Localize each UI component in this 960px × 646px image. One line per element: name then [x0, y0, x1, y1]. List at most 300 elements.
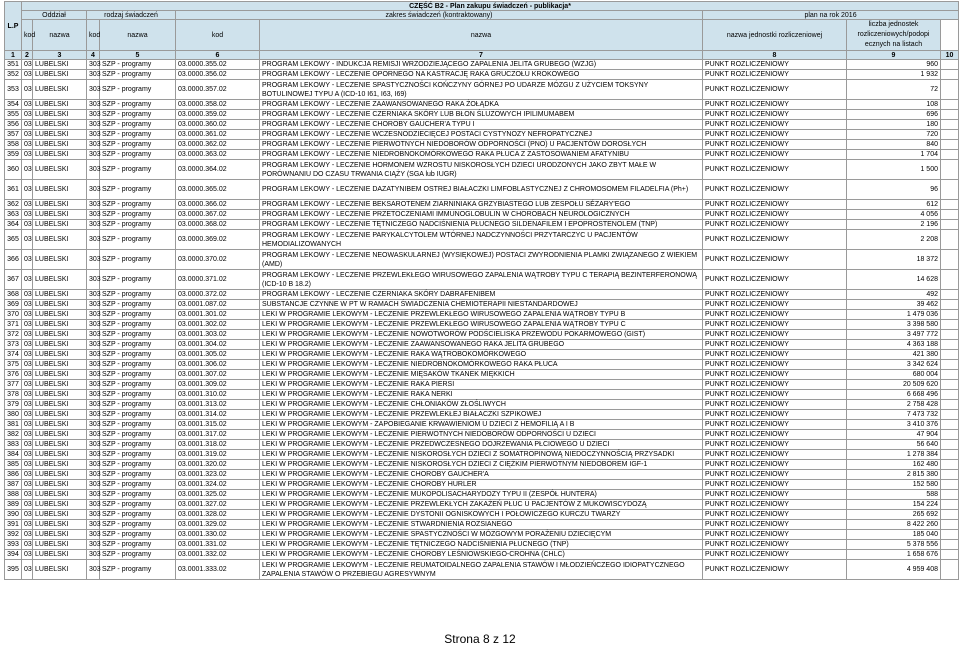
row-quantity: 108: [847, 100, 941, 110]
row-lp: 382: [5, 430, 22, 440]
row-oddzial-name: LUBELSKI: [33, 310, 87, 320]
row-quantity: 4 056: [847, 210, 941, 220]
row-quantity: 1 479 036: [847, 310, 941, 320]
row-quantity: 20 509 620: [847, 380, 941, 390]
row-rodzaj-code: 303: [87, 300, 100, 310]
row-uwagi: [941, 180, 959, 200]
row-oddzial-code: 03: [22, 100, 33, 110]
row-rodzaj-name: SZP - programy: [100, 290, 176, 300]
row-oddzial-code: 03: [22, 530, 33, 540]
row-zakres-name: PROGRAM LEKOWY - LECZENIE TĘTNICZEGO NADCIŚNIENIA PŁUCNEGO SILDENAFILEM I EPOPROSTENOLEM (TNP): [260, 220, 703, 230]
row-unit: PUNKT ROZLICZENIOWY: [703, 560, 847, 580]
row-zakres-name: LEKI W PROGRAMIE LEKOWYM - LECZENIE STWARDNIENIA ROZSIANEGO: [260, 520, 703, 530]
row-oddzial-name: LUBELSKI: [33, 370, 87, 380]
row-rodzaj-name: SZP - programy: [100, 430, 176, 440]
row-oddzial-code: 03: [22, 130, 33, 140]
row-rodzaj-name: SZP - programy: [100, 480, 176, 490]
table-row: [5, 200, 959, 210]
row-rodzaj-code: 303: [87, 480, 100, 490]
row-zakres-code: 03.0001.324.02: [176, 480, 260, 490]
row-rodzaj-code: 303: [87, 130, 100, 140]
row-uwagi: [941, 350, 959, 360]
row-oddzial-code: 03: [22, 550, 33, 560]
table-row: [5, 560, 959, 580]
row-rodzaj-code: 303: [87, 230, 100, 250]
row-quantity: 4 363 188: [847, 340, 941, 350]
row-quantity: 14 628: [847, 270, 941, 290]
plan-header: plan na rok 2016: [703, 11, 959, 20]
row-oddzial-code: 03: [22, 290, 33, 300]
row-oddzial-code: 03: [22, 450, 33, 460]
row-zakres-name: LEKI W PROGRAMIE LEKOWYM - LECZENIE CHOROBY GAUCHER'A: [260, 470, 703, 480]
table-row: [5, 300, 959, 310]
row-zakres-code: 03.0001.325.02: [176, 490, 260, 500]
row-lp: 371: [5, 320, 22, 330]
row-lp: 368: [5, 290, 22, 300]
row-rodzaj-name: SZP - programy: [100, 250, 176, 270]
table-row: [5, 270, 959, 290]
row-zakres-name: LEKI W PROGRAMIE LEKOWYM - LECZENIE MIĘSAKÓW TKANEK MIĘKKICH: [260, 370, 703, 380]
row-zakres-name: LEKI W PROGRAMIE LEKOWYM - LECZENIE RAKA PIERSI: [260, 380, 703, 390]
row-unit: PUNKT ROZLICZENIOWY: [703, 510, 847, 520]
row-oddzial-name: LUBELSKI: [33, 360, 87, 370]
liczba-header: [847, 20, 941, 51]
row-lp: 386: [5, 470, 22, 480]
row-oddzial-code: 03: [22, 120, 33, 130]
row-oddzial-code: 03: [22, 160, 33, 180]
row-zakres-code: 03.0000.358.02: [176, 100, 260, 110]
row-lp: 376: [5, 370, 22, 380]
row-rodzaj-name: SZP - programy: [100, 500, 176, 510]
table-row: [5, 460, 959, 470]
row-rodzaj-name: SZP - programy: [100, 210, 176, 220]
row-rodzaj-code: 303: [87, 500, 100, 510]
table-row: [5, 70, 959, 80]
row-lp: 384: [5, 450, 22, 460]
row-zakres-code: 03.0001.313.02: [176, 400, 260, 410]
row-unit: PUNKT ROZLICZENIOWY: [703, 250, 847, 270]
row-oddzial-name: LUBELSKI: [33, 400, 87, 410]
row-rodzaj-code: 303: [87, 550, 100, 560]
row-quantity: 3 398 580: [847, 320, 941, 330]
row-zakres-name: PROGRAM LEKOWY - LECZENIE NEOWASKULARNEJ (WYSIĘKOWEJ) POSTACI ZWYRODNIENIA PLAMKI ZWIĄZANEGO Z WIEKIEM (AMD): [260, 250, 703, 270]
row-oddzial-code: 03: [22, 380, 33, 390]
row-lp: 356: [5, 120, 22, 130]
row-lp: 395: [5, 560, 22, 580]
row-zakres-name: PROGRAM LEKOWY - LECZENIE DAZATYNIBEM OSTREJ BIAŁACZKI LIMFOBLASTYCZNEJ Z CHROMOSOMEM FILADELFIA (Ph+): [260, 180, 703, 200]
kod-header-2: kod: [87, 20, 100, 51]
row-zakres-code: 03.0000.370.02: [176, 250, 260, 270]
row-zakres-code: 03.0000.366.02: [176, 200, 260, 210]
row-lp: 373: [5, 340, 22, 350]
table-row: [5, 320, 959, 330]
row-lp: 352: [5, 70, 22, 80]
row-oddzial-code: 03: [22, 320, 33, 330]
row-quantity: 720: [847, 130, 941, 140]
row-rodzaj-code: 303: [87, 430, 100, 440]
row-oddzial-code: 03: [22, 520, 33, 530]
row-oddzial-code: 03: [22, 510, 33, 520]
row-rodzaj-name: SZP - programy: [100, 450, 176, 460]
row-rodzaj-name: SZP - programy: [100, 310, 176, 320]
table-row: [5, 490, 959, 500]
row-quantity: 72: [847, 80, 941, 100]
row-rodzaj-code: 303: [87, 270, 100, 290]
row-zakres-code: 03.0000.365.02: [176, 180, 260, 200]
row-rodzaj-code: 303: [87, 100, 100, 110]
row-rodzaj-name: SZP - programy: [100, 130, 176, 140]
row-zakres-name: LEKI W PROGRAMIE LEKOWYM - LECZENIE RAKA WĄTROBOKOMÓRKOWEGO: [260, 350, 703, 360]
row-rodzaj-name: SZP - programy: [100, 470, 176, 480]
row-uwagi: [941, 360, 959, 370]
row-oddzial-name: LUBELSKI: [33, 510, 87, 520]
row-zakres-name: LEKI W PROGRAMIE LEKOWYM - LECZENIE RAKA NERKI: [260, 390, 703, 400]
row-uwagi: [941, 230, 959, 250]
row-zakres-code: 03.0001.327.02: [176, 500, 260, 510]
row-oddzial-name: LUBELSKI: [33, 160, 87, 180]
jednostki-header: nazwa jednostki rozliczeniowej: [703, 20, 847, 51]
row-oddzial-code: 03: [22, 300, 33, 310]
row-zakres-name: LEKI W PROGRAMIE LEKOWYM - LECZENIE PRZEWLEKŁEGO WIRUSOWEGO ZAPALENIA WĄTROBY TYPU C: [260, 320, 703, 330]
row-lp: 362: [5, 200, 22, 210]
row-rodzaj-code: 303: [87, 380, 100, 390]
row-zakres-name: PROGRAM LEKOWY - LECZENIE ZAAWANSOWANEGO RAKA ŻOŁĄDKA: [260, 100, 703, 110]
row-uwagi: [941, 420, 959, 430]
row-quantity: 7 473 732: [847, 410, 941, 420]
row-quantity: 1 932: [847, 70, 941, 80]
table-row: [5, 400, 959, 410]
row-unit: PUNKT ROZLICZENIOWY: [703, 310, 847, 320]
row-oddzial-name: LUBELSKI: [33, 490, 87, 500]
table-row: [5, 450, 959, 460]
row-uwagi: [941, 60, 959, 70]
row-lp: 381: [5, 420, 22, 430]
row-uwagi: [941, 210, 959, 220]
table-row: [5, 110, 959, 120]
row-quantity: 680 004: [847, 370, 941, 380]
row-rodzaj-code: 303: [87, 470, 100, 480]
row-oddzial-name: LUBELSKI: [33, 550, 87, 560]
row-oddzial-code: 03: [22, 440, 33, 450]
row-quantity: 696: [847, 110, 941, 120]
row-oddzial-code: 03: [22, 80, 33, 100]
row-oddzial-code: 03: [22, 410, 33, 420]
row-rodzaj-name: SZP - programy: [100, 440, 176, 450]
table-row: [5, 520, 959, 530]
row-zakres-code: 03.0001.332.02: [176, 550, 260, 560]
row-uwagi: [941, 80, 959, 100]
row-rodzaj-name: SZP - programy: [100, 120, 176, 130]
row-lp: 394: [5, 550, 22, 560]
row-uwagi: [941, 70, 959, 80]
row-rodzaj-code: 303: [87, 360, 100, 370]
row-oddzial-code: 03: [22, 460, 33, 470]
row-zakres-name: PROGRAM LEKOWY - LECZENIE BEKSAROTENEM ZIARNINIAKA GRZYBIASTEGO LUB ZESPOŁU SÉZARY'EGO: [260, 200, 703, 210]
row-rodzaj-code: 303: [87, 390, 100, 400]
row-rodzaj-code: 303: [87, 160, 100, 180]
row-zakres-code: 03.0000.361.02: [176, 130, 260, 140]
row-oddzial-name: LUBELSKI: [33, 220, 87, 230]
row-rodzaj-name: SZP - programy: [100, 460, 176, 470]
table-row: [5, 420, 959, 430]
row-quantity: 180: [847, 120, 941, 130]
row-uwagi: [941, 370, 959, 380]
table-row: [5, 350, 959, 360]
row-unit: PUNKT ROZLICZENIOWY: [703, 360, 847, 370]
row-zakres-code: 03.0001.301.02: [176, 310, 260, 320]
row-zakres-code: 03.0000.357.02: [176, 80, 260, 100]
row-rodzaj-code: 303: [87, 330, 100, 340]
table-row: [5, 480, 959, 490]
row-zakres-name: PROGRAM LEKOWY - LECZENIE CHOROBY GAUCHER'A TYPU I: [260, 120, 703, 130]
row-zakres-name: LEKI W PROGRAMIE LEKOWYM - ZAPOBIEGANIE KRWAWIENIOM U DZIECI Z HEMOFILIĄ A I B: [260, 420, 703, 430]
row-lp: 388: [5, 490, 22, 500]
row-uwagi: [941, 500, 959, 510]
row-quantity: 588: [847, 490, 941, 500]
row-oddzial-code: 03: [22, 560, 33, 580]
row-zakres-name: LEKI W PROGRAMIE LEKOWYM - LECZENIE NIEDROBNOKOMÓRKOWEGO RAKA PŁUCA: [260, 360, 703, 370]
row-zakres-name: LEKI W PROGRAMIE LEKOWYM - LECZENIE NISKOROSŁYCH DZIECI Z CIĘŻKIM PIERWOTNYM NIEDOBOREM IGF-1: [260, 460, 703, 470]
row-oddzial-code: 03: [22, 390, 33, 400]
row-zakres-code: 03.0001.303.02: [176, 330, 260, 340]
row-rodzaj-name: SZP - programy: [100, 110, 176, 120]
row-unit: PUNKT ROZLICZENIOWY: [703, 490, 847, 500]
row-zakres-name: PROGRAM LEKOWY - LECZENIE OPORNEGO NA KASTRACJĘ RAKA GRUCZOŁU KROKOWEGO: [260, 70, 703, 80]
row-quantity: 421 380: [847, 350, 941, 360]
row-rodzaj-code: 303: [87, 290, 100, 300]
row-uwagi: [941, 470, 959, 480]
row-zakres-code: 03.0000.359.02: [176, 110, 260, 120]
row-zakres-name: LEKI W PROGRAMIE LEKOWYM - LECZENIE REUMATOIDALNEGO ZAPALENIA STAWÓW I MŁODZIEŃCZEGO IDIOPATYCZNEGO ZAPALENIA STAWÓW O PRZEBIEGU AGRESYWNYM: [260, 560, 703, 580]
row-oddzial-name: LUBELSKI: [33, 520, 87, 530]
row-unit: PUNKT ROZLICZENIOWY: [703, 270, 847, 290]
row-rodzaj-code: 303: [87, 140, 100, 150]
row-lp: 385: [5, 460, 22, 470]
row-uwagi: [941, 450, 959, 460]
row-zakres-code: 03.0000.363.02: [176, 150, 260, 160]
row-lp: 354: [5, 100, 22, 110]
row-rodzaj-code: 303: [87, 250, 100, 270]
row-uwagi: [941, 540, 959, 550]
table-row: [5, 410, 959, 420]
row-rodzaj-code: 303: [87, 490, 100, 500]
row-lp: 387: [5, 480, 22, 490]
row-quantity: 2 208: [847, 230, 941, 250]
row-quantity: 154 224: [847, 500, 941, 510]
row-lp: 369: [5, 300, 22, 310]
row-oddzial-name: LUBELSKI: [33, 100, 87, 110]
row-lp: 370: [5, 310, 22, 320]
row-uwagi: [941, 340, 959, 350]
table-row: [5, 390, 959, 400]
row-uwagi: [941, 130, 959, 140]
row-oddzial-name: LUBELSKI: [33, 120, 87, 130]
row-oddzial-code: 03: [22, 430, 33, 440]
row-rodzaj-code: 303: [87, 310, 100, 320]
row-quantity: 185 040: [847, 530, 941, 540]
row-quantity: 47 904: [847, 430, 941, 440]
row-uwagi: [941, 490, 959, 500]
row-rodzaj-code: 303: [87, 350, 100, 360]
row-oddzial-code: 03: [22, 200, 33, 210]
page-footer: Strona 8 z 12: [444, 632, 516, 646]
row-oddzial-name: LUBELSKI: [33, 420, 87, 430]
row-zakres-code: 03.0001.323.02: [176, 470, 260, 480]
row-unit: PUNKT ROZLICZENIOWY: [703, 130, 847, 140]
liczba-header-line-3: ecznych na listach: [864, 41, 923, 48]
row-oddzial-name: LUBELSKI: [33, 210, 87, 220]
row-unit: PUNKT ROZLICZENIOWY: [703, 100, 847, 110]
row-rodzaj-code: 303: [87, 120, 100, 130]
table-row: [5, 130, 959, 140]
colnum-10: 10: [941, 51, 959, 60]
row-rodzaj-name: SZP - programy: [100, 200, 176, 210]
row-unit: PUNKT ROZLICZENIOWY: [703, 150, 847, 160]
row-zakres-code: 03.0000.368.02: [176, 220, 260, 230]
row-lp: 393: [5, 540, 22, 550]
table-row: [5, 250, 959, 270]
colnum-7: 7: [260, 51, 703, 60]
row-unit: PUNKT ROZLICZENIOWY: [703, 60, 847, 70]
row-lp: 379: [5, 400, 22, 410]
row-zakres-code: 03.0001.309.02: [176, 380, 260, 390]
row-zakres-name: PROGRAM LEKOWY - LECZENIE PRZETOCZENIAMI IMMUNOGLOBULIN W CHOROBACH NEUROLOGICZNYCH: [260, 210, 703, 220]
oddzial-header: Oddział: [22, 11, 87, 20]
row-quantity: 18 372: [847, 250, 941, 270]
row-lp: 353: [5, 80, 22, 100]
row-rodzaj-name: SZP - programy: [100, 150, 176, 160]
row-rodzaj-name: SZP - programy: [100, 60, 176, 70]
row-rodzaj-name: SZP - programy: [100, 530, 176, 540]
row-rodzaj-name: SZP - programy: [100, 160, 176, 180]
column-numbers-row: [5, 51, 959, 60]
row-zakres-name: PROGRAM LEKOWY - LECZENIE CZERNIAKA SKÓRY LUB BŁON ŚLUZOWYCH IPILIMUMABEM: [260, 110, 703, 120]
row-rodzaj-code: 303: [87, 340, 100, 350]
row-oddzial-name: LUBELSKI: [33, 450, 87, 460]
row-quantity: 1 658 676: [847, 550, 941, 560]
table-row: [5, 340, 959, 350]
table-row: [5, 310, 959, 320]
row-oddzial-code: 03: [22, 110, 33, 120]
row-oddzial-code: 03: [22, 70, 33, 80]
table-row: [5, 210, 959, 220]
row-zakres-code: 03.0000.362.02: [176, 140, 260, 150]
row-zakres-code: 03.0000.367.02: [176, 210, 260, 220]
row-unit: PUNKT ROZLICZENIOWY: [703, 210, 847, 220]
row-zakres-code: 03.0001.315.02: [176, 420, 260, 430]
row-rodzaj-name: SZP - programy: [100, 80, 176, 100]
row-zakres-code: 03.0000.371.02: [176, 270, 260, 290]
row-zakres-code: 03.0001.305.02: [176, 350, 260, 360]
row-zakres-name: LEKI W PROGRAMIE LEKOWYM - LECZENIE CHOROBY HURLER: [260, 480, 703, 490]
row-uwagi: [941, 310, 959, 320]
row-zakres-code: 03.0001.302.02: [176, 320, 260, 330]
row-rodzaj-name: SZP - programy: [100, 70, 176, 80]
row-zakres-code: 03.0000.372.02: [176, 290, 260, 300]
row-lp: 372: [5, 330, 22, 340]
table-row: [5, 140, 959, 150]
table-row: [5, 120, 959, 130]
row-rodzaj-name: SZP - programy: [100, 560, 176, 580]
row-rodzaj-name: SZP - programy: [100, 100, 176, 110]
row-unit: PUNKT ROZLICZENIOWY: [703, 470, 847, 480]
row-lp: 391: [5, 520, 22, 530]
row-unit: PUNKT ROZLICZENIOWY: [703, 110, 847, 120]
kod-header-1: kod: [22, 20, 33, 51]
row-unit: PUNKT ROZLICZENIOWY: [703, 400, 847, 410]
row-rodzaj-code: 303: [87, 420, 100, 430]
row-rodzaj-code: 303: [87, 400, 100, 410]
row-quantity: 1 500: [847, 160, 941, 180]
row-oddzial-name: LUBELSKI: [33, 110, 87, 120]
row-zakres-code: 03.0001.304.02: [176, 340, 260, 350]
row-uwagi: [941, 290, 959, 300]
row-unit: PUNKT ROZLICZENIOWY: [703, 370, 847, 380]
row-quantity: 6 668 496: [847, 390, 941, 400]
row-zakres-name: LEKI W PROGRAMIE LEKOWYM - LECZENIE PRZEWLEKŁEJ BIAŁACZKI SZPIKOWEJ: [260, 410, 703, 420]
row-zakres-code: 03.0001.307.02: [176, 370, 260, 380]
row-lp: 355: [5, 110, 22, 120]
row-unit: PUNKT ROZLICZENIOWY: [703, 530, 847, 540]
row-oddzial-name: LUBELSKI: [33, 70, 87, 80]
table-row: [5, 150, 959, 160]
row-quantity: 39 462: [847, 300, 941, 310]
row-uwagi: [941, 250, 959, 270]
row-unit: PUNKT ROZLICZENIOWY: [703, 120, 847, 130]
row-lp: 364: [5, 220, 22, 230]
row-lp: 359: [5, 150, 22, 160]
row-oddzial-code: 03: [22, 360, 33, 370]
row-oddzial-name: LUBELSKI: [33, 380, 87, 390]
row-zakres-name: SUBSTANCJE CZYNNE W PT W RAMACH ŚWIADCZENIA CHEMIOTERAPII NIESTANDARDOWEJ: [260, 300, 703, 310]
row-zakres-code: 03.0001.306.02: [176, 360, 260, 370]
row-oddzial-code: 03: [22, 500, 33, 510]
row-quantity: 162 480: [847, 460, 941, 470]
row-uwagi: [941, 520, 959, 530]
row-quantity: 2 196: [847, 220, 941, 230]
row-rodzaj-name: SZP - programy: [100, 230, 176, 250]
row-unit: PUNKT ROZLICZENIOWY: [703, 290, 847, 300]
row-rodzaj-name: SZP - programy: [100, 320, 176, 330]
row-zakres-code: 03.0001.331.02: [176, 540, 260, 550]
row-rodzaj-code: 303: [87, 370, 100, 380]
row-zakres-name: PROGRAM LEKOWY - LECZENIE CZERNIAKA SKÓRY DABRAFENIBEM: [260, 290, 703, 300]
row-rodzaj-code: 303: [87, 440, 100, 450]
nazwa-header-3: nazwa: [260, 20, 703, 51]
table-row: [5, 360, 959, 370]
row-zakres-code: 03.0000.364.02: [176, 160, 260, 180]
row-unit: PUNKT ROZLICZENIOWY: [703, 480, 847, 490]
row-oddzial-code: 03: [22, 370, 33, 380]
colnum-4: 4: [87, 51, 100, 60]
row-rodzaj-code: 303: [87, 560, 100, 580]
row-rodzaj-code: 303: [87, 110, 100, 120]
row-oddzial-code: 03: [22, 210, 33, 220]
row-rodzaj-name: SZP - programy: [100, 520, 176, 530]
row-unit: PUNKT ROZLICZENIOWY: [703, 460, 847, 470]
colnum-2: 2: [22, 51, 33, 60]
row-zakres-code: 03.0001.087.02: [176, 300, 260, 310]
row-zakres-name: LEKI W PROGRAMIE LEKOWYM - LECZENIE SPASTYCZNOŚCI W MÓZGOWYM PORAŻENIU DZIECIĘCYM: [260, 530, 703, 540]
row-zakres-name: LEKI W PROGRAMIE LEKOWYM - LECZENIE NOWOTWORÓW PODŚCIELISKA PRZEWODU POKARMOWEGO (GIST): [260, 330, 703, 340]
row-zakres-code: 03.0000.356.02: [176, 70, 260, 80]
row-zakres-name: LEKI W PROGRAMIE LEKOWYM - LECZENIE CHŁONIAKÓW ZŁOŚLIWYCH: [260, 400, 703, 410]
row-oddzial-name: LUBELSKI: [33, 140, 87, 150]
row-lp: 357: [5, 130, 22, 140]
row-rodzaj-code: 303: [87, 180, 100, 200]
row-oddzial-name: LUBELSKI: [33, 430, 87, 440]
row-oddzial-name: LUBELSKI: [33, 390, 87, 400]
